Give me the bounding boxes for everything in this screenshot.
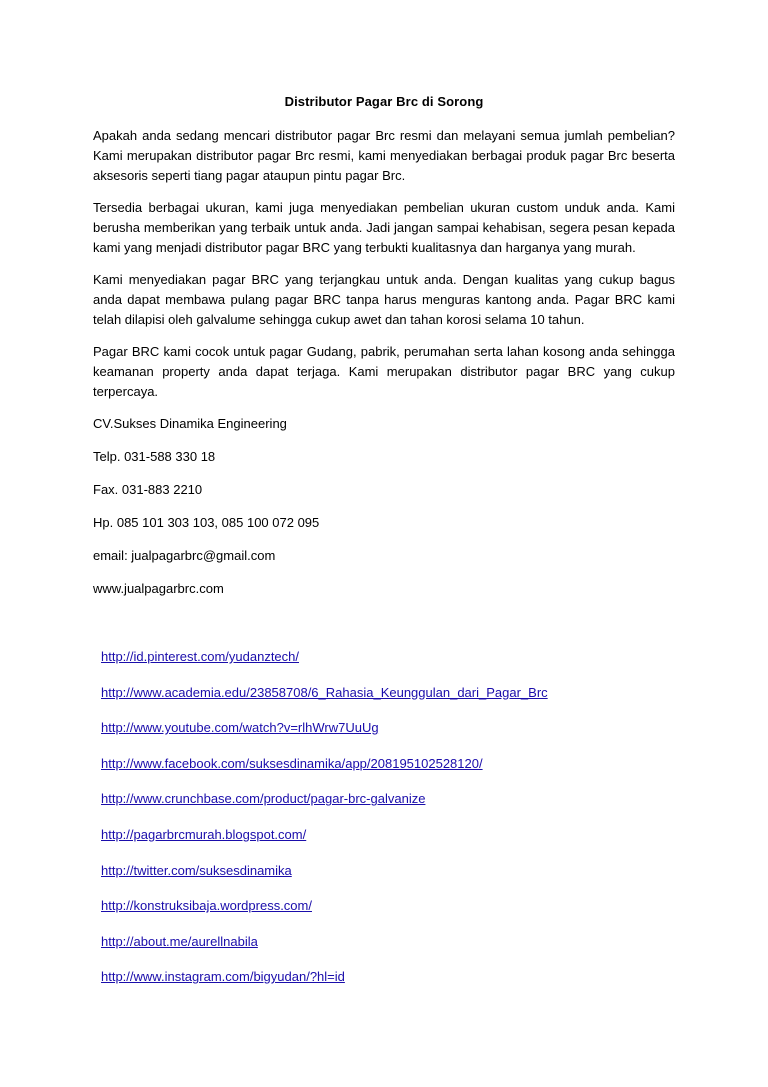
paragraph-intro: Apakah anda sedang mencari distributor pagar Brc resmi dan melayani semua jumlah pembelian? Kami merupakan distributor pagar Brc resmi, kami menyediakan berbagai produk pagar Brc beserta aksesoris seperti tiang pagar ataupun pintu pagar Brc. (93, 128, 675, 183)
paragraph-sizes: Tersedia berbagai ukuran, kami juga menyediakan pembelian ukuran custom unduk anda. Kami berusha memberikan yang terbaik untuk anda. Jadi jangan sampai kehabisan, segera pesan kepada kami yang menjadi distributor pagar BRC yang terbukti kualitasnya dan harganya yang murah. (93, 200, 675, 255)
link-crunchbase[interactable]: http://www.crunchbase.com/product/pagar-brc-galvanize (101, 791, 426, 807)
company-name: CV.Sukses Dinamika Engineering (93, 416, 287, 431)
paragraph-affordable: Kami menyediakan pagar BRC yang terjangkau untuk anda. Dengan kualitas yang cukup bagus anda dapat membawa pulang pagar BRC tanpa harus menguras kantong anda. Pagar BRC kami telah dilapisi oleh galvalume sehingga cukup awet dan tahan korosi selama 10 tahun. (93, 272, 675, 327)
telephone: Telp. 031-588 330 18 (93, 449, 216, 464)
link-facebook[interactable]: http://www.facebook.com/suksesdinamika/app/208195102528120/ (101, 755, 483, 771)
link-aboutme[interactable]: http://about.me/aurellnabila (101, 933, 258, 949)
contact-block (93, 414, 675, 612)
document-body (93, 126, 675, 612)
link-instagram[interactable]: http://www.instagram.com/bigyudan/?hl=id (101, 969, 345, 985)
link-youtube[interactable]: http://www.youtube.com/watch?v=rlhWrw7UuUg (101, 720, 379, 736)
paragraph-usage: Pagar BRC kami cocok untuk pagar Gudang, pabrik, perumahan serta lahan kosong anda sehingga keamanan property anda dapat terjaga. Kami merupakan distributor pagar BRC yang cukup terpercaya. (93, 344, 675, 399)
handphone: Hp. 085 101 303 103, 085 100 072 095 (93, 515, 320, 530)
link-twitter[interactable]: http://twitter.com/suksesdinamika (101, 862, 292, 878)
link-pinterest[interactable]: http://id.pinterest.com/yudanztech/ (101, 649, 299, 664)
email: email: jualpagarbrc@gmail.com (93, 548, 276, 563)
page-title: Distributor Pagar Brc di Sorong (284, 94, 484, 109)
link-wordpress[interactable]: http://konstruksibaja.wordpress.com/ (101, 898, 312, 914)
link-blogspot[interactable]: http://pagarbrcmurah.blogspot.com/ (101, 826, 307, 842)
website: www.jualpagarbrc.com (93, 581, 224, 596)
link-list (101, 648, 721, 1004)
link-academia[interactable]: http://www.academia.edu/23858708/6_Rahasia_Keunggulan_dari_Pagar_Brc (101, 684, 548, 700)
fax: Fax. 031-883 2210 (93, 482, 203, 497)
